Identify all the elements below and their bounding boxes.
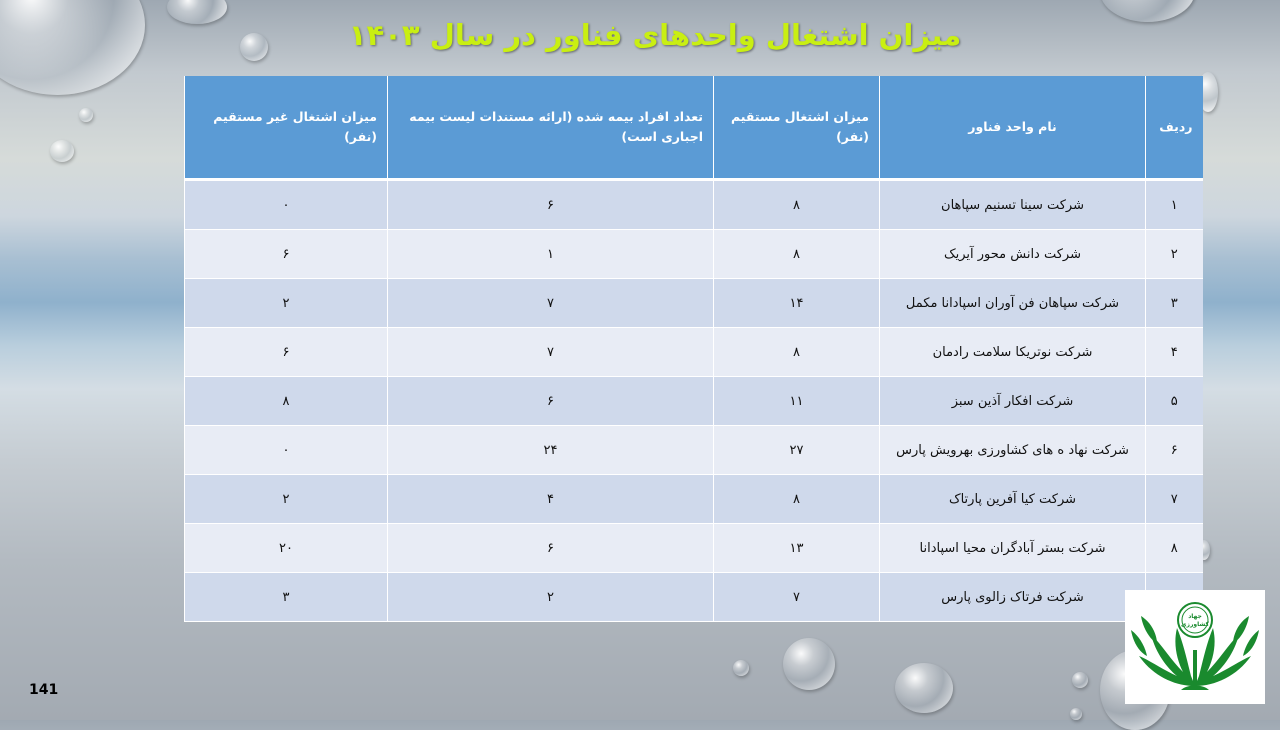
table-row — [185, 180, 1203, 230]
cell-row-number: ۱ — [1146, 180, 1203, 230]
cell-indirect: ۶ — [185, 230, 388, 279]
cell-insured: ۷ — [388, 328, 714, 377]
cell-direct: ۸ — [714, 328, 880, 377]
cell-indirect: ۲ — [185, 279, 388, 328]
cell-row-number: ۶ — [1146, 426, 1203, 475]
cell-unit-name: شرکت بستر آبادگران محیا اسپادانا — [880, 524, 1146, 573]
water-drop-decoration — [895, 663, 953, 713]
water-drop-decoration — [1072, 672, 1088, 688]
cell-unit-name: شرکت فرتاک زالوی پارس — [880, 573, 1146, 622]
water-drop-decoration — [1070, 708, 1082, 720]
header-insured-count: تعداد افراد بیمه شده (ارائه مستندات لیست بیمه اجباری است) — [388, 76, 714, 180]
cell-unit-name: شرکت کیا آفرین پارتاک — [880, 475, 1146, 524]
table-row — [185, 230, 1203, 279]
table-row — [185, 524, 1203, 573]
cell-direct: ۸ — [714, 230, 880, 279]
wheat-wreath-icon — [1125, 590, 1265, 704]
cell-insured: ۶ — [388, 524, 714, 573]
table-row — [185, 328, 1203, 377]
table-row — [185, 279, 1203, 328]
header-unit-name: نام واحد فناور — [880, 76, 1146, 180]
cell-unit-name: شرکت دانش محور آیریک — [880, 230, 1146, 279]
cell-indirect: ۸ — [185, 377, 388, 426]
cell-direct: ۷ — [714, 573, 880, 622]
header-indirect-employment: میزان اشتغال غیر مستقیم (نفر) — [185, 76, 388, 180]
header-direct-employment: میزان اشتغال مستقیم (نفر) — [714, 76, 880, 180]
header-row-number: ردیف — [1146, 76, 1203, 180]
cell-indirect: ۲۰ — [185, 524, 388, 573]
cell-insured: ۷ — [388, 279, 714, 328]
table-header-row — [185, 76, 1203, 180]
table-row — [185, 377, 1203, 426]
cell-row-number: ۵ — [1146, 377, 1203, 426]
slide-title: میزان اشتغال واحدهای فناور در سال ۱۴۰۳ — [348, 18, 962, 52]
cell-direct: ۱۱ — [714, 377, 880, 426]
cell-insured: ۴ — [388, 475, 714, 524]
water-drop-decoration — [733, 660, 749, 676]
water-drop-decoration — [50, 140, 74, 162]
cell-unit-name: شرکت سپاهان فن آوران اسپادانا مکمل — [880, 279, 1146, 328]
cell-unit-name: شرکت افکار آذین سبز — [880, 377, 1146, 426]
table-row — [185, 426, 1203, 475]
cell-insured: ۶ — [388, 180, 714, 230]
cell-direct: ۸ — [714, 180, 880, 230]
jahad-keshavarzi-logo — [1125, 590, 1265, 704]
cell-insured: ۱ — [388, 230, 714, 279]
cell-indirect: ۰ — [185, 180, 388, 230]
cell-indirect: ۲ — [185, 475, 388, 524]
cell-unit-name: شرکت نهاد ه های کشاورزی بهرویش پارس — [880, 426, 1146, 475]
cell-unit-name: شرکت سینا تسنیم سپاهان — [880, 180, 1146, 230]
water-drop-decoration — [79, 108, 93, 122]
cell-direct: ۱۴ — [714, 279, 880, 328]
water-drop-decoration — [783, 638, 835, 690]
cell-direct: ۲۷ — [714, 426, 880, 475]
employment-table — [184, 76, 1202, 622]
cell-row-number: ۲ — [1146, 230, 1203, 279]
cell-unit-name: شرکت نوتریکا سلامت رادمان — [880, 328, 1146, 377]
cell-row-number: ۳ — [1146, 279, 1203, 328]
cell-row-number: ۷ — [1146, 475, 1203, 524]
cell-indirect: ۶ — [185, 328, 388, 377]
cell-direct: ۸ — [714, 475, 880, 524]
table-row — [185, 573, 1203, 622]
cell-insured: ۶ — [388, 377, 714, 426]
cell-indirect: ۳ — [185, 573, 388, 622]
cell-row-number: ۸ — [1146, 524, 1203, 573]
table-row — [185, 475, 1203, 524]
cell-insured: ۲۴ — [388, 426, 714, 475]
page-number: 141 — [29, 682, 59, 698]
cell-insured: ۲ — [388, 573, 714, 622]
cell-indirect: ۰ — [185, 426, 388, 475]
cell-direct: ۱۳ — [714, 524, 880, 573]
logo-text: جهاد کشاورزی — [1181, 613, 1209, 628]
cell-row-number: ۴ — [1146, 328, 1203, 377]
